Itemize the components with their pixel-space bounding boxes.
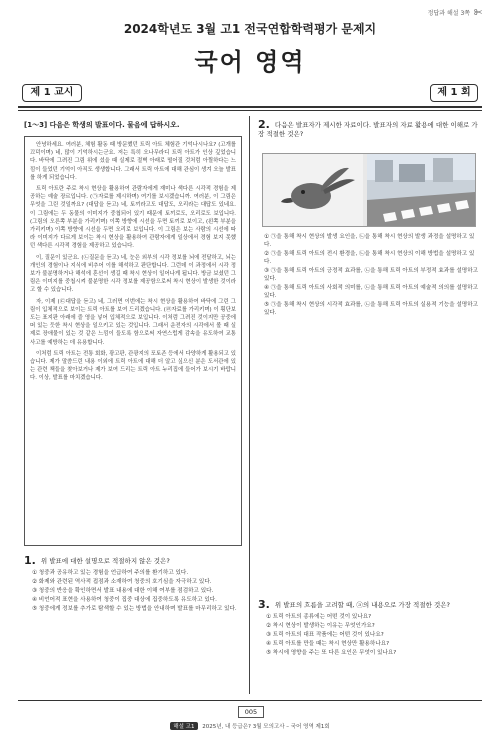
- footer-tag: 해설 고1: [170, 722, 197, 730]
- round-badge: 제 1 회: [430, 84, 478, 102]
- choice-4[interactable]: ④ 트릭 아트를 만들 때는 착시 현상만 활용하나요?: [266, 641, 390, 647]
- question-1: [24, 556, 242, 614]
- choice-2[interactable]: ② ㉠을 통해 트릭 아트의 전시 환경을, ㉡을 통해 착시 현상의 이해 방법을 설명하고 있다.: [264, 251, 475, 265]
- question-text: 위 발표의 흐름을 고려할 때, ⓐ의 내용으로 가장 적절한 것은?: [274, 601, 450, 609]
- choice-3[interactable]: ③ 청중의 반응을 확인하면서 발표 내용에 대한 이해 여부를 점검하고 있다.: [32, 588, 214, 594]
- material-images: [262, 153, 476, 227]
- choice-5[interactable]: ⑤ 청중에게 정보를 추가로 탐색할 수 있는 방법을 안내하며 발표를 마무리하고 있다.: [32, 606, 237, 612]
- footer-text: 2025년, 내 등급은? 3월 모의고사 – 국어 영역 제1회: [202, 724, 330, 730]
- passage-paragraph: 이, 질문이 있군요. (㉡질문을 듣고) 네, 눈은 외부의 시각 정보를 뇌에 전달하고, 뇌는 개인의 경험이나 지식에 비추어 이를 해석하고 판단합니다. 그런데 이 과정에서 시각 정보가 불분명하거나 해석에 혼선이 생길 때 착시 현상이 일어나게 됩니다. 방금 보셨던 그림은 이미지를 중첩시켜 불분명한 시각 정보를 제공함으로써 착시 현상이 발생한 것이라고 할 수 있습니다.: [30, 254, 236, 294]
- passage-paragraph: 트릭 아트란 주로 착시 현상을 활용하여 관람자에게 재미나 색다른 시각적 경험을 제공하는 예술 장르입니다. (㉠자료를 제시하며) 여기를 보시겠습니까. 여러분, 이 그림은 무엇을 그린 것일까요? (대답을 듣고) 네, 토끼라고도 대답도, 오리라는 대답도 있네요. 이 그림에는 두 동물의 이미지가 중첩되어 있기 때문에 토끼로도, 오리로도 보입니다. (그림의 오른쪽 부분을 가리키며) 이쪽 방향에 시선을 두면 토끼로 보이고, (왼쪽 부분을 가리키며) 이쪽 방향에 시선을 두면 오리로 보입니다. 이 그림은 보는 사람의 시선에 따라 이미지가 다르게 보이는 착시 현상을 활용하여 관람자에게 일상에서 경험 보지 못했던 색다른 시각적 경험을 제공하고 있습니다.: [30, 186, 236, 250]
- corner-label: 정답과 해설 3쪽: [428, 8, 482, 17]
- question-2-stem: [258, 120, 478, 139]
- choice-5[interactable]: ⑤ 착시에 영향을 주는 또 다른 요인은 무엇이 있나요?: [266, 650, 397, 656]
- question-number: 1.: [24, 554, 36, 567]
- question-2: [258, 120, 478, 318]
- exam-title: 2024학년도 3월 고1 전국연합학력평가 문제지: [123, 22, 377, 36]
- left-column: [24, 120, 242, 546]
- period-badge: 제 1 교시: [22, 84, 82, 102]
- choice-4[interactable]: ④ 비언어적 표현을 사용하여 청중이 집중 대상에 집중하도록 유도하고 있다.: [32, 597, 217, 603]
- passage-paragraph: 안녕하세요. 여러분, 체험 활동 때 방문했던 트릭 아트 체험관 기억나시나요? (고개를 끄덕이며) 네, 많이 기억하시는군요. 저는 특히 오나무라디 트릭 아트가 인상 깊었습니다. 바닥에 그려진 그림 위에 섰을 때 실제로 절벽 아래로 떨어질 것처럼 아찔하다는 느낌이 들었던 기억이 아직도 생생합니다. 그래서 트릭 아트에 대해 관심이 생겨 오늘 발표를 하게 되었습니다.: [30, 142, 236, 181]
- page-number: 005: [238, 706, 264, 718]
- choice-1[interactable]: ① 트릭 아트의 종류에는 어떤 것이 있나요?: [266, 614, 372, 620]
- question-text: 다음은 발표자가 제시한 자료이다. 발표자의 자료 활용에 대한 이해로 가장 적절한 것은?: [258, 121, 478, 138]
- choice-1[interactable]: ① ㉠을 통해 착시 현상의 발생 요인을, ㉡을 통해 착시 현상의 발생 과정을 설명하고 있다.: [264, 234, 475, 248]
- rabbit-duck-and-crosswalk-image: [263, 154, 475, 226]
- question-1-stem: [24, 556, 242, 566]
- choice-2[interactable]: ② 착시 현상이 발생하는 이유는 무엇인가요?: [266, 623, 375, 629]
- footer-divider: [18, 700, 482, 701]
- choice-3[interactable]: ③ ㉠을 통해 트릭 아트의 긍정적 효과를, ㉡을 통해 트릭 아트의 부정적 효과를 설명하고 있다.: [264, 268, 479, 282]
- scissors-icon: [474, 9, 482, 15]
- passage-instruction: [1～3] 다음은 학생의 발표이다. 물음에 답하시오.: [24, 121, 180, 129]
- header-divider-thin: [18, 110, 482, 111]
- passage-paragraph: 자, 이제 (㉢대답을 듣고) 네, 그러면 이번에는 착시 현상을 활용하여 바닥에 그린 그림이 입체적으로 보이는 트릭 아트를 보여 드리겠습니다. (㉣자료를 가리키며) 이 횡단보도는 표지판 아래에 즐 영을 넣어 입체적으로 보입니다. 이처럼 그려진 것이지만 공중에 떠 있는 듯한 착시 현상을 일으키고 있는 것입니다. 그래서 운전자의 시각에서 볼 때 실제로 장애물이 있는 것 같은 느낌이 들도록 함으로써 자연스럽게 감속을 유도하여 교통사고를 예방하는 데 유용합니다.: [30, 298, 236, 346]
- choice-1[interactable]: ① 청중과 공유하고 있는 경험을 언급하여 주의를 환기하고 있다.: [32, 570, 189, 576]
- question-3-stem: [258, 600, 478, 610]
- passage-paragraph: 이처럼 트릭 아트는 전통 회화, 광고판, 관광지의 포토존 등에서 다양하게 활용되고 있습니다. 제가 말씀드린 내용 이외에 트릭 아트에 대해 더 알고 싶으신 분은 도서관에 있는 관련 책들을 찾아보거나 제가 보여 드리는 트릭 아트 누리집에 들어가 보시기 바랍니다. 이상, 발표를 마치겠습니다.: [30, 350, 236, 382]
- header-divider: [18, 106, 482, 108]
- footer-caption: [0, 722, 500, 730]
- choice-5[interactable]: ⑤ ㉠을 통해 착시 현상의 시각적 효과를, ㉡을 통해 트릭 아트의 실용적 기능을 설명하고 있다.: [264, 302, 479, 316]
- question-number: 3.: [258, 598, 270, 611]
- column-divider: [249, 116, 250, 694]
- choice-3[interactable]: ③ 트릭 아트의 대표 작품에는 어떤 것이 있나요?: [266, 632, 384, 638]
- subject-title: 국어 영역: [194, 48, 306, 76]
- choice-4[interactable]: ④ ㉠을 통해 트릭 아트의 사회적 의미를, ㉡을 통해 트릭 아트의 예술적 의의를 설명하고 있다.: [264, 285, 479, 299]
- choice-2[interactable]: ② 화제와 관련된 역사적 접점과 소재하여 청중의 호기심을 자극하고 있다.: [32, 579, 212, 585]
- question-text: 위 발표에 대한 설명으로 적절하지 않은 것은?: [40, 557, 170, 565]
- question-3: [258, 600, 478, 658]
- passage-box: [24, 136, 242, 546]
- question-number: 2.: [258, 118, 270, 131]
